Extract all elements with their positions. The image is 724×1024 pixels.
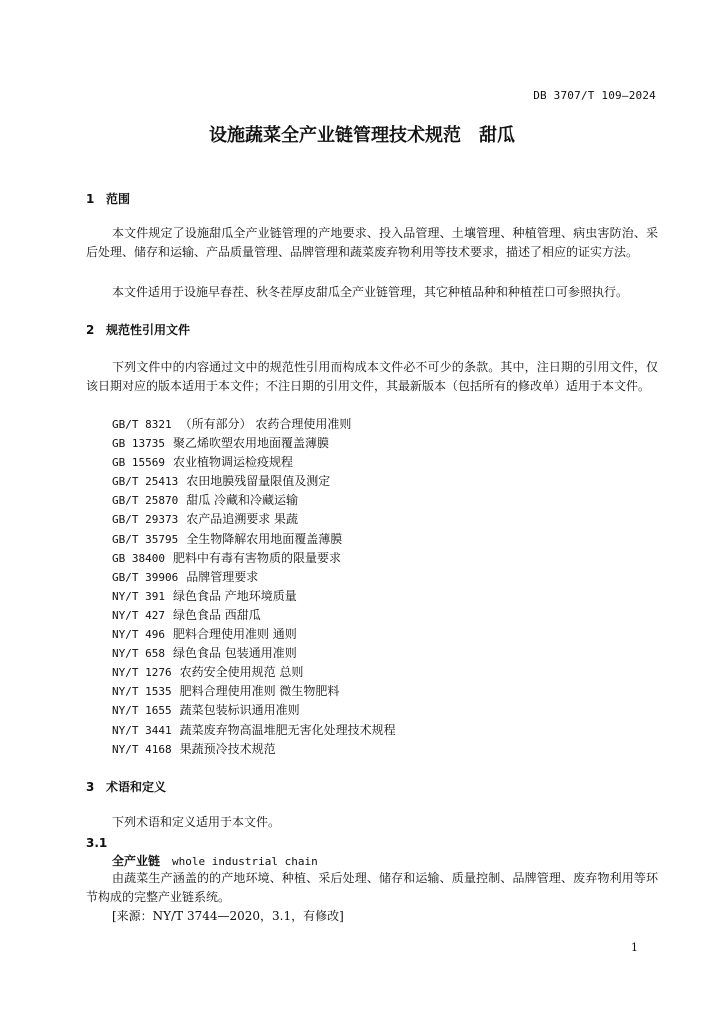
section-1-number: 1 <box>86 192 95 206</box>
reference-code: NY/T 496 <box>112 628 165 642</box>
reference-item <box>112 740 396 759</box>
reference-item <box>112 682 396 701</box>
standard-code: DB 3707/T 109—2024 <box>533 89 656 102</box>
reference-item <box>112 415 396 434</box>
reference-code: NY/T 3441 <box>112 723 172 737</box>
reference-code: GB 13735 <box>112 437 165 451</box>
reference-code: NY/T 4168 <box>112 742 172 756</box>
reference-item <box>112 701 396 720</box>
reference-item <box>112 434 396 453</box>
section-2-heading <box>86 321 190 338</box>
section-1-paragraph-1: 本文件规定了设施甜瓜全产业链管理的产地要求、投入品管理、土壤管理、种植管理、病虫害防治、采后处理、储存和运输、产品质量管理、品牌管理和蔬菜废弃物利用等技术要求，描述了相应的证实方法。 <box>86 226 658 259</box>
section-2-intro: 下列文件中的内容通过文中的规范性引用而构成本文件必不可少的条款。其中，注日期的引用文件，仅该日期对应的版本适用于本文件；不注日期的引用文件，其最新版本（包括所有的修改单）适用于本文件。 <box>86 360 658 393</box>
section-3-number: 3 <box>86 780 95 794</box>
section-2-number: 2 <box>86 323 95 337</box>
page-number: 1 <box>631 941 638 954</box>
reference-item <box>112 530 396 549</box>
reference-item <box>112 625 396 644</box>
title-sub: 甜瓜 <box>479 125 515 146</box>
reference-code: NY/T 391 <box>112 589 165 603</box>
section-1-title: 范围 <box>106 192 131 206</box>
reference-item <box>112 644 396 663</box>
reference-item <box>112 510 396 529</box>
reference-code: GB/T 39906 <box>112 570 179 584</box>
section-3-title: 术语和定义 <box>106 780 167 794</box>
section-3-heading <box>86 778 166 795</box>
reference-code: GB/T 29373 <box>112 513 179 527</box>
reference-item <box>112 663 396 682</box>
reference-code: NY/T 427 <box>112 608 165 622</box>
reference-item <box>112 491 396 510</box>
reference-name: 农产品追溯要求 果蔬 <box>186 512 299 527</box>
reference-name: 聚乙烯吹塑农用地面覆盖薄膜 <box>172 436 329 451</box>
reference-code: GB/T 25413 <box>112 475 179 489</box>
reference-item <box>112 549 396 568</box>
reference-name: 蔬菜包装标识通用准则 <box>179 703 300 718</box>
reference-name: 甜瓜 冷藏和冷藏运输 <box>186 493 299 508</box>
reference-name: 肥料合理使用准则 微生物肥料 <box>179 684 340 699</box>
reference-code: GB 38400 <box>112 551 165 565</box>
term-definition: 由蔬菜生产涵盖的的产地环境、种植、采后处理、储存和运输、质量控制、品牌管理、废弃物利用等环节构成的完整产业链系统。 <box>86 871 658 904</box>
clause-number: 3.1 <box>86 836 108 850</box>
reference-code: GB/T 35795 <box>112 532 179 546</box>
reference-name: 肥料中有毒有害物质的限量要求 <box>172 550 341 565</box>
section-3-intro: 下列术语和定义适用于本文件。 <box>112 815 281 829</box>
reference-list <box>112 415 396 759</box>
reference-name: 肥料合理使用准则 通则 <box>172 627 297 642</box>
reference-code: NY/T 658 <box>112 647 165 661</box>
reference-item <box>112 453 396 472</box>
reference-item <box>112 472 396 491</box>
reference-code: NY/T 1535 <box>112 685 172 699</box>
section-1-paragraph-2: 本文件适用于设施早春茬、秋冬茬厚皮甜瓜全产业链管理，其它种植品种和种植茬口可参照执行。 <box>112 285 629 299</box>
reference-name: （所有部分） 农药合理使用准则 <box>179 417 352 431</box>
reference-name: 绿色食品 西甜瓜 <box>172 607 261 622</box>
term-chinese: 全产业链 <box>112 854 161 868</box>
reference-name: 蔬菜废弃物高温堆肥无害化处理技术规程 <box>179 722 396 737</box>
reference-code: NY/T 1655 <box>112 704 172 718</box>
reference-item <box>112 587 396 606</box>
reference-name: 果蔬预冷技术规范 <box>179 741 276 756</box>
section-1-heading <box>86 190 130 207</box>
reference-name: 农田地膜残留量限值及测定 <box>186 474 331 489</box>
reference-name: 农药安全使用规范 总则 <box>179 665 304 680</box>
reference-name: 农业植物调运检疫规程 <box>172 455 293 470</box>
section-2-title: 规范性引用文件 <box>106 323 191 337</box>
reference-name: 绿色食品 包装通用准则 <box>172 646 297 661</box>
title-main: 设施蔬菜全产业链管理技术规范 <box>209 125 461 146</box>
reference-name: 绿色食品 产地环境质量 <box>172 588 297 603</box>
document-title <box>0 121 724 147</box>
reference-name: 品牌管理要求 <box>186 569 259 584</box>
reference-code: GB/T 8321 <box>112 418 172 431</box>
reference-item <box>112 721 396 740</box>
term-entry <box>112 852 318 869</box>
reference-code: NY/T 1276 <box>112 666 172 680</box>
term-english: whole industrial chain <box>172 855 318 868</box>
term-source: [来源：NY/T 3744—2020，3.1，有修改] <box>112 909 344 923</box>
reference-item <box>112 568 396 587</box>
reference-name: 全生物降解农用地面覆盖薄膜 <box>186 531 343 546</box>
reference-item <box>112 606 396 625</box>
reference-code: GB/T 25870 <box>112 494 179 508</box>
reference-code: GB 15569 <box>112 456 165 470</box>
